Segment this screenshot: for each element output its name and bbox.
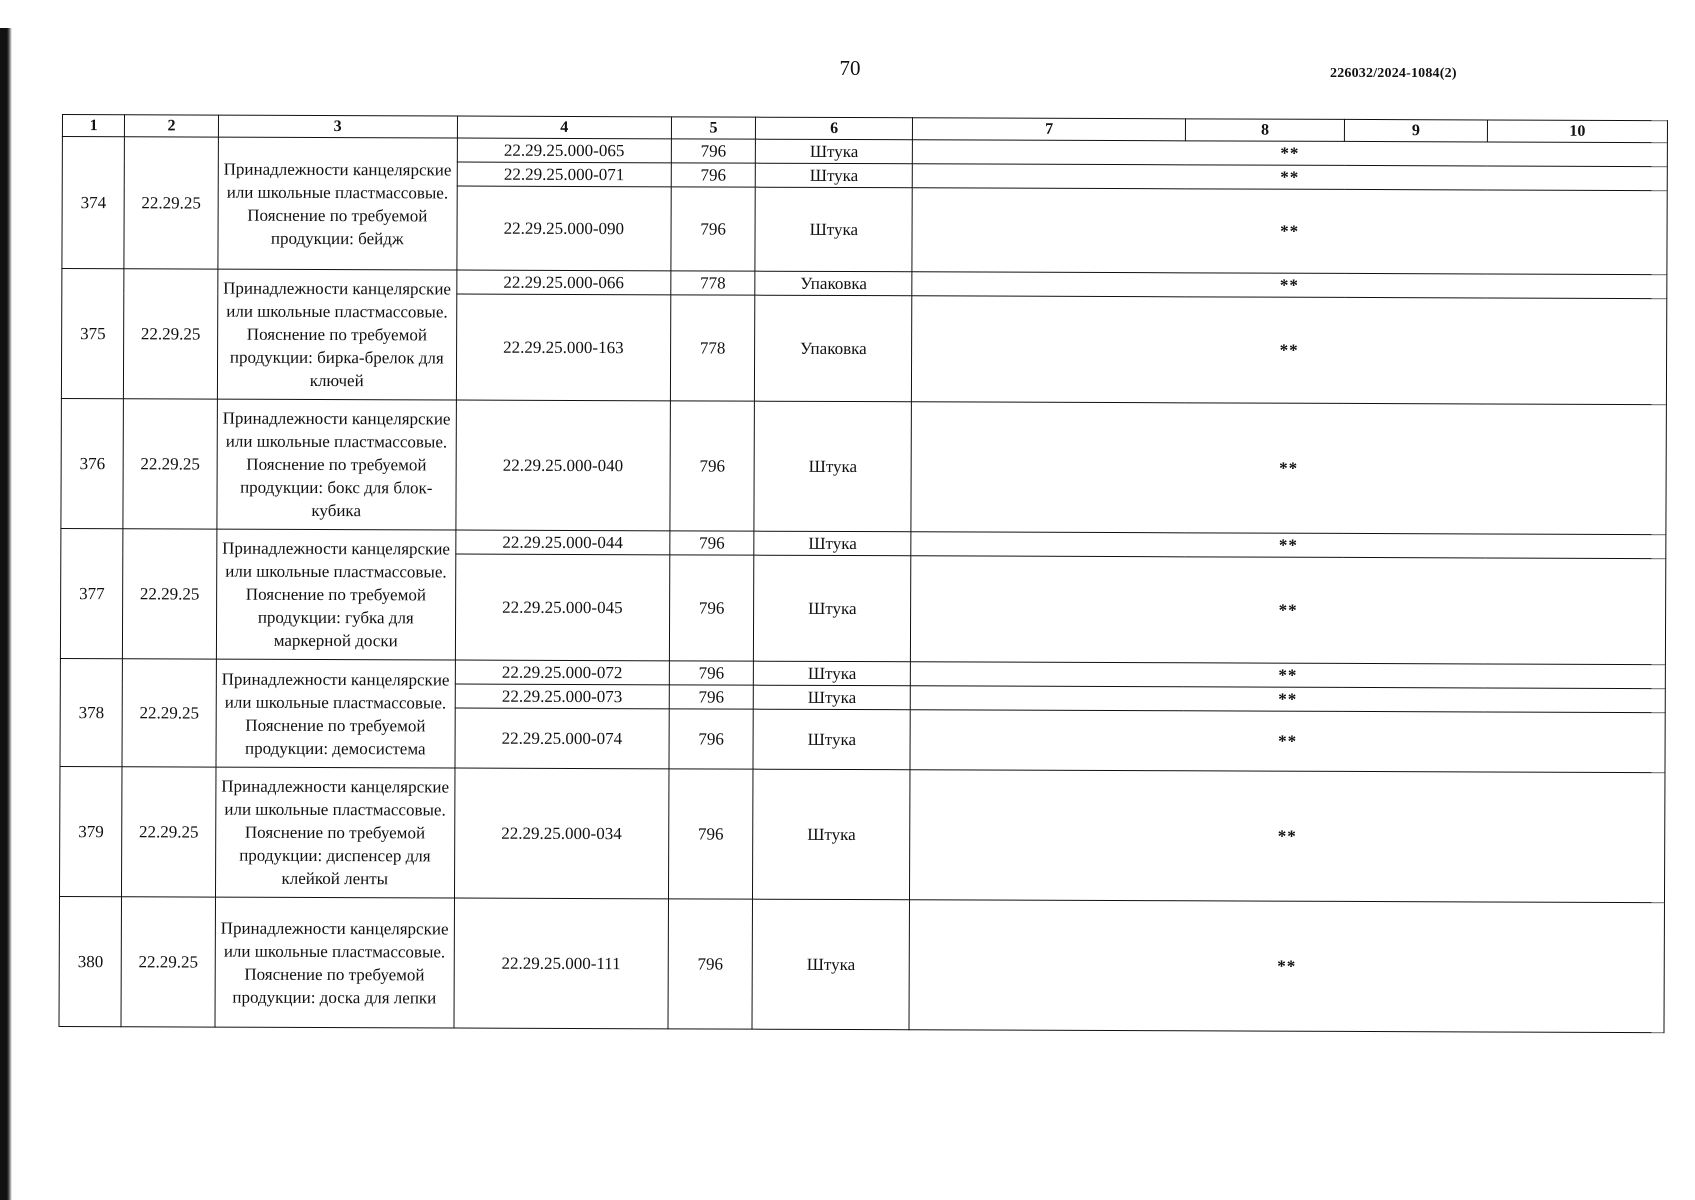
okei-code: 796 [670, 401, 755, 531]
okpd-code: 22.29.25 [124, 269, 218, 399]
column-header: 8 [1186, 119, 1345, 142]
table-row [59, 896, 1664, 1032]
ktru-code: 22.29.25.000-111 [454, 898, 668, 1029]
item-description: Принадлежности канцелярские или школьные пластмассовые. Пояснение по требуемой продукции: бокс для блок-кубика [217, 399, 457, 530]
characteristics-mark: ** [910, 770, 1665, 903]
okei-code: 778 [671, 271, 756, 295]
row-number: 376 [61, 398, 124, 528]
column-header: 10 [1487, 120, 1667, 143]
ktru-code: 22.29.25.000-163 [456, 294, 670, 401]
characteristics-mark: ** [911, 296, 1666, 405]
table-row [62, 137, 1667, 167]
characteristics-mark: ** [910, 556, 1665, 665]
characteristics-mark: ** [912, 164, 1667, 191]
item-description: Принадлежности канцелярские или школьные пластмассовые. Пояснение по требуемой продукции: губка для маркерной доски [216, 529, 456, 660]
unit-name: Штука [753, 709, 910, 770]
okei-code: 796 [668, 899, 753, 1029]
table-row [60, 658, 1665, 688]
table-row [61, 398, 1666, 534]
row-number: 379 [59, 766, 122, 896]
column-header: 3 [218, 115, 457, 138]
okpd-code: 22.29.25 [123, 399, 217, 529]
column-header: 2 [125, 115, 218, 137]
item-description: Принадлежности канцелярские или школьные пластмассовые. Пояснение по требуемой продукции: бейдж [218, 137, 458, 270]
procurement-table [58, 114, 1667, 1033]
okpd-code: 22.29.25 [121, 897, 215, 1027]
table-row [59, 766, 1664, 902]
characteristics-mark: ** [911, 402, 1666, 535]
ktru-code: 22.29.25.000-090 [457, 186, 671, 271]
okpd-code: 22.29.25 [124, 137, 218, 269]
scan-edge [0, 28, 12, 1200]
column-header: 1 [62, 115, 125, 137]
document-id: 226032/2024-1084(2) [1330, 66, 1457, 81]
row-number: 380 [59, 896, 122, 1026]
unit-name: Штука [756, 163, 913, 188]
column-header: 7 [913, 118, 1186, 141]
unit-name: Штука [754, 531, 911, 556]
okei-code: 796 [668, 769, 753, 899]
row-number: 374 [62, 137, 125, 269]
okei-code: 796 [671, 187, 756, 271]
okei-code: 796 [669, 709, 754, 769]
okei-code: 796 [669, 555, 754, 661]
table-row [62, 269, 1667, 299]
ktru-code: 22.29.25.000-044 [456, 530, 670, 555]
characteristics-mark: ** [910, 710, 1665, 773]
okei-code: 796 [671, 163, 756, 187]
row-number: 377 [60, 528, 123, 658]
okei-code: 796 [669, 685, 754, 709]
ktru-code: 22.29.25.000-074 [455, 708, 669, 769]
ktru-code: 22.29.25.000-065 [457, 138, 671, 163]
row-number: 375 [61, 269, 124, 399]
item-description: Принадлежности канцелярские или школьные пластмассовые. Пояснение по требуемой продукции: доска для лепки [215, 897, 455, 1028]
item-description: Принадлежности канцелярские или школьные пластмассовые. Пояснение по требуемой продукции: демосистема [216, 659, 456, 768]
column-header: 4 [457, 116, 671, 139]
okei-code: 796 [670, 531, 755, 555]
ktru-code: 22.29.25.000-040 [456, 400, 670, 531]
characteristics-mark: ** [912, 140, 1667, 167]
characteristics-mark: ** [909, 900, 1664, 1033]
okei-code: 778 [670, 295, 755, 401]
characteristics-mark: ** [910, 686, 1665, 713]
characteristics-mark: ** [910, 662, 1665, 689]
unit-name: Упаковка [755, 295, 912, 402]
okpd-code: 22.29.25 [122, 659, 216, 767]
column-header: 6 [756, 117, 913, 140]
unit-name: Упаковка [755, 271, 912, 296]
ktru-code: 22.29.25.000-073 [455, 684, 669, 709]
unit-name: Штука [754, 555, 911, 662]
column-header: 9 [1344, 119, 1487, 142]
okpd-code: 22.29.25 [123, 529, 217, 659]
table-row [61, 528, 1666, 558]
unit-name: Штука [754, 685, 911, 710]
okei-code: 796 [671, 139, 756, 163]
characteristics-mark: ** [912, 272, 1667, 299]
row-number: 378 [60, 658, 123, 766]
item-description: Принадлежности канцелярские или школьные пластмассовые. Пояснение по требуемой продукции: бирка-брелок для ключей [217, 269, 457, 400]
unit-name: Штука [756, 139, 913, 164]
unit-name: Штука [754, 401, 911, 532]
ktru-code: 22.29.25.000-045 [455, 554, 669, 661]
ktru-code: 22.29.25.000-034 [454, 768, 668, 899]
characteristics-mark: ** [912, 188, 1667, 275]
page-number: 70 [839, 56, 861, 80]
item-description: Принадлежности канцелярские или школьные пластмассовые. Пояснение по требуемой продукции: диспенсер для клейкой ленты [215, 767, 455, 898]
characteristics-mark: ** [911, 532, 1666, 559]
column-header: 5 [671, 117, 756, 139]
ktru-code: 22.29.25.000-071 [457, 162, 671, 187]
unit-name: Штука [753, 769, 910, 900]
ktru-code: 22.29.25.000-066 [457, 270, 671, 295]
unit-name: Штука [755, 187, 912, 272]
okpd-code: 22.29.25 [122, 767, 216, 897]
okei-code: 796 [669, 661, 754, 685]
unit-name: Штука [754, 661, 911, 686]
document-sheet [58, 114, 1667, 1033]
ktru-code: 22.29.25.000-072 [455, 660, 669, 685]
unit-name: Штука [752, 899, 909, 1030]
